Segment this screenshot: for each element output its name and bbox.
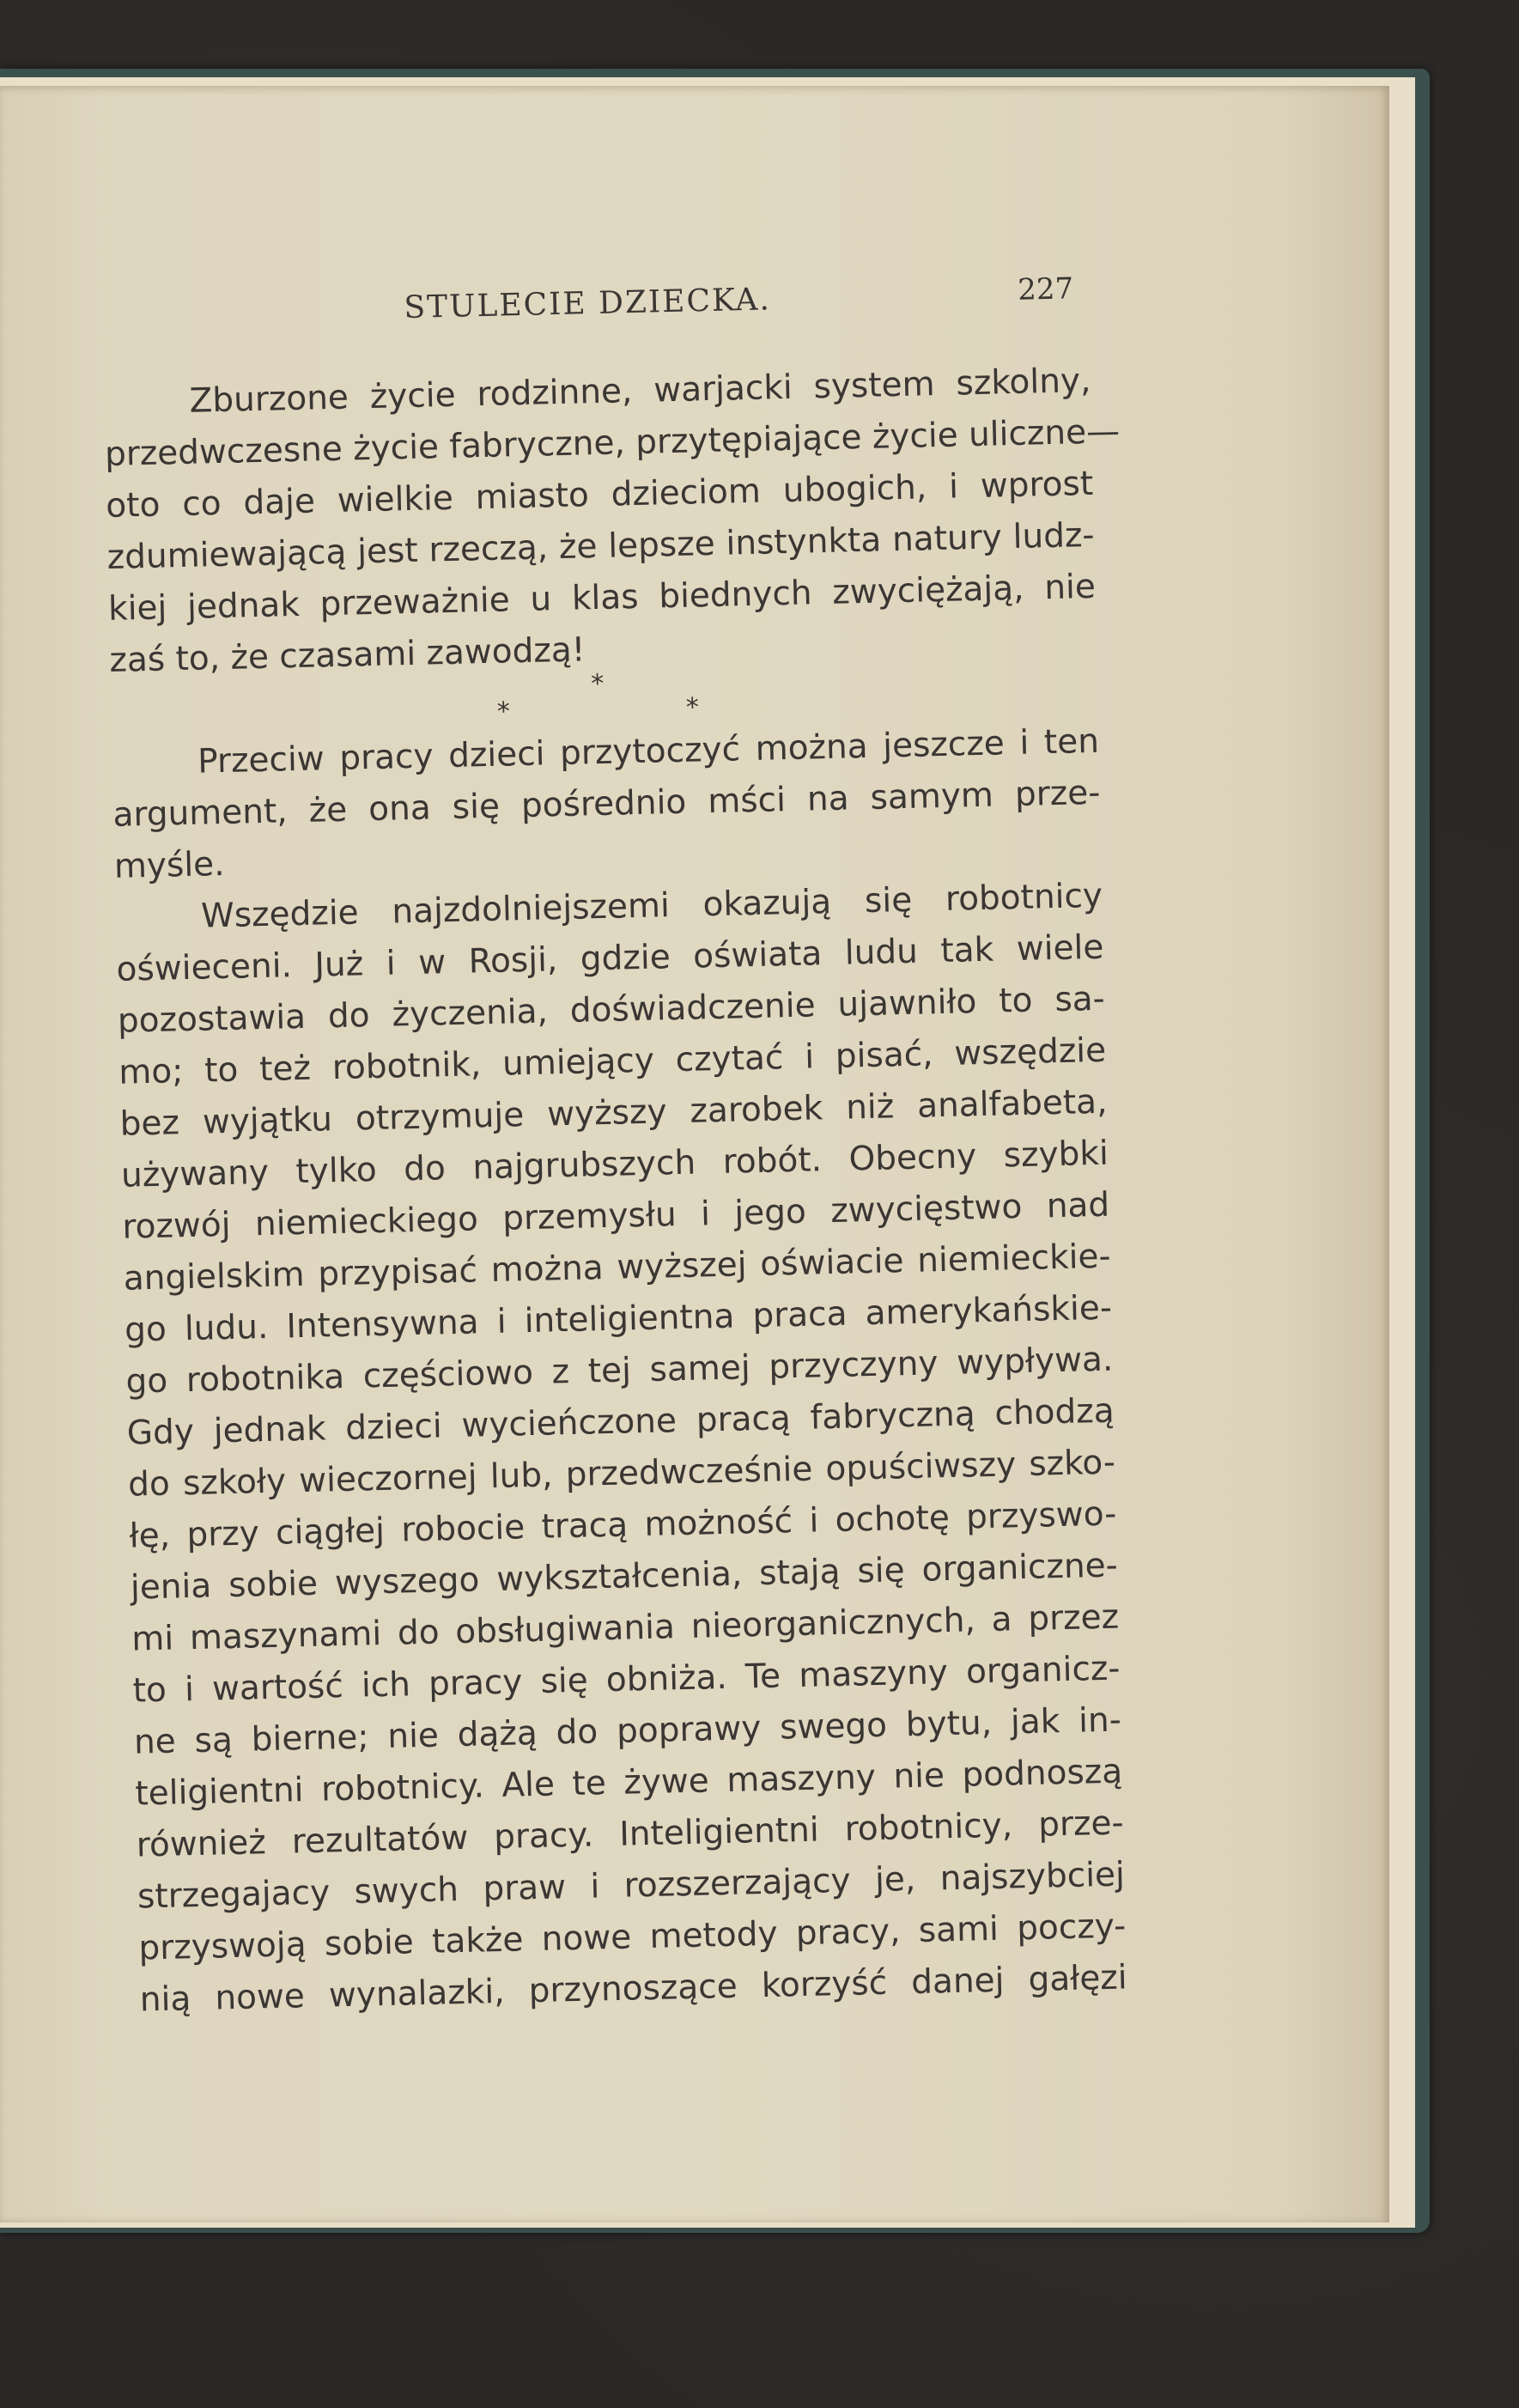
text-line: zdumiewającą jest rzeczą, że lepsze instynkta natury ludz- bbox=[106, 515, 1095, 577]
text-line: angielskim przypisać można wyższej oświacie niemieckie- bbox=[123, 1237, 1112, 1298]
text-line: teligientni robotnicy. Ale te żywe maszyny nie podnoszą bbox=[134, 1752, 1123, 1814]
text-line: Gdy jednak dzieci wycieńczone pracą fabryczną chodzą bbox=[126, 1391, 1115, 1453]
text-line: go ludu. Intensywna i inteligientna praca amerykańskie- bbox=[124, 1288, 1113, 1350]
running-title: STULECIE DZIECKA. bbox=[404, 282, 772, 325]
text-line: przedwczesne życie fabryczne, przytępiające życie uliczne— bbox=[104, 412, 1121, 474]
text-line: oświeceni. Już i w Rosji, gdzie oświata ludu tak wiele bbox=[116, 927, 1104, 989]
separator-star-right: * bbox=[685, 692, 700, 723]
separator-star-top: * bbox=[590, 668, 605, 700]
text-line: pozostawia do życzenia, doświadczenie ujawniło to sa- bbox=[117, 979, 1106, 1041]
text-line: mi maszynami do obsługiwania nieorganicznych, a przez bbox=[131, 1597, 1120, 1659]
text-line: mo; to też robotnik, umiejący czytać i pisać, wszędzie bbox=[118, 1031, 1107, 1092]
text-line: ne są bierne; nie dążą do poprawy swego bytu, jak in- bbox=[133, 1700, 1122, 1762]
text-line: myśle. bbox=[113, 844, 226, 886]
text-line: kiej jednak przeważnie u klas biednych zwyciężają, nie bbox=[107, 567, 1097, 629]
text-line: Zburzone życie rodzinne, warjacki system szkolny, bbox=[189, 361, 1091, 421]
text-line: do szkoły wieczornej lub, przedwcześnie opuściwszy szko- bbox=[127, 1443, 1116, 1505]
separator-star-left: * bbox=[496, 696, 511, 727]
text-line: rozwój niemieckiego przemysłu i jego zwycięstwo nad bbox=[121, 1185, 1110, 1247]
text-line: używany tylko do najgrubszych robót. Obecny szybki bbox=[120, 1134, 1109, 1195]
text-line: Wszędzie najzdolniejszemi okazują się robotnicy bbox=[200, 876, 1103, 936]
text-line: bez wyjątku otrzymuje wyższy zarobek niż analfabeta, bbox=[119, 1082, 1108, 1144]
text-line: to i wartość ich pracy się obniża. Te maszyny organicz- bbox=[132, 1649, 1121, 1711]
text-line: go robotnika częściowo z tej samej przyczyny wypływa. bbox=[125, 1340, 1114, 1402]
text-line: łę, przy ciągłej robocie tracą możność i ochotę przyswo- bbox=[129, 1494, 1117, 1556]
text-line: strzegajacy swych praw i rozszerzający je, najszybciej bbox=[137, 1855, 1126, 1917]
text-line: zaś to, że czasami zawodzą! bbox=[108, 630, 586, 680]
text-line: nią nowe wynalazki, przynoszące korzyść danej gałęzi bbox=[139, 1958, 1128, 2020]
text-line: Przeciw pracy dzieci przytoczyć można jeszcze i ten bbox=[197, 721, 1100, 781]
body-text bbox=[103, 356, 1127, 2027]
text-line: jenia sobie wyszego wykształcenia, stają się organiczne- bbox=[130, 1546, 1119, 1608]
page-number: 227 bbox=[1017, 271, 1074, 307]
text-line: przyswoją sobie także nowe metody pracy, sami poczy- bbox=[137, 1906, 1127, 1968]
text-line: argument, że ona się pośrednio mści na samym prze- bbox=[112, 773, 1101, 835]
text-line: oto co daje wielkie miasto dzieciom ubogich, i wprost bbox=[105, 464, 1094, 526]
text-line: również rezultatów pracy. Inteligientni robotnicy, prze- bbox=[136, 1803, 1124, 1865]
